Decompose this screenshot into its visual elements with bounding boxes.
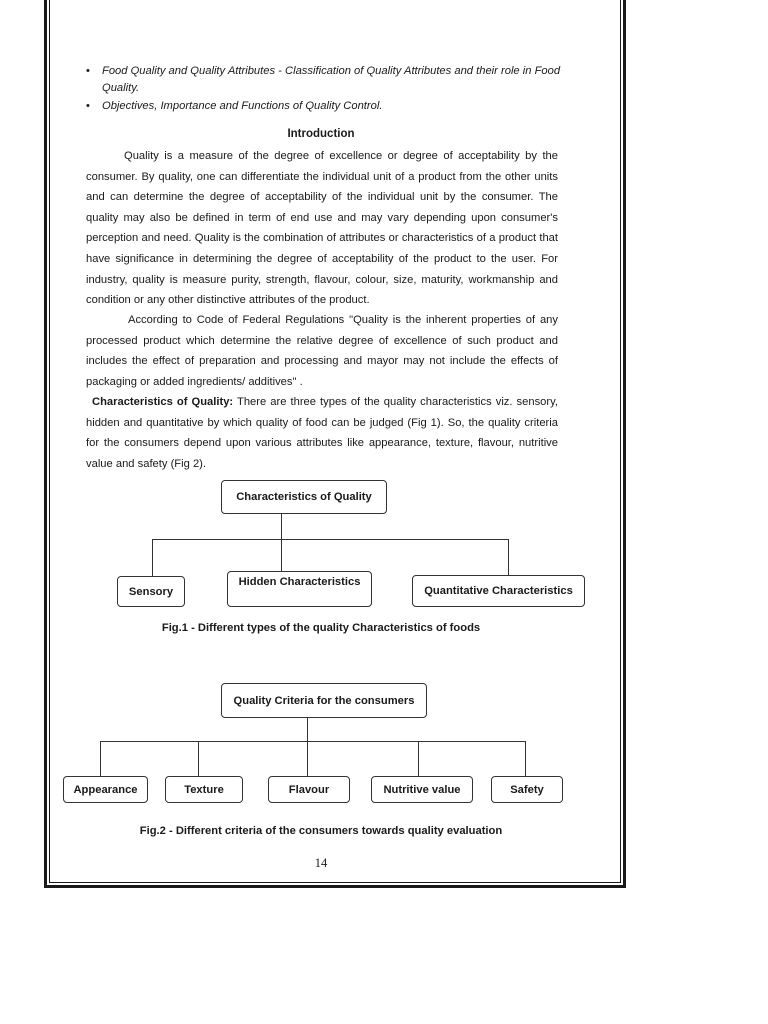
fig1-caption: Fig.1 - Different types of the quality Characteristics of foods [161, 622, 481, 634]
fig1-connector [281, 514, 282, 539]
characteristics-term: Characteristics of Quality: [92, 396, 234, 408]
fig1-node-quantitative: Quantitative Characteristics [412, 575, 585, 607]
fig1-connector [281, 539, 282, 571]
paragraph-characteristics [86, 392, 558, 474]
paragraph-quality-definition: Quality is a measure of the degree of excellence or degree of acceptability by the consumer. By quality, one can differentiate the individual unit of a product from the other units and can determine the degree of acceptability of the individual unit by the consumer. The quality may also be defined in term of end use and may vary depending upon consumer's perception and need. Quality is the combination of attributes or characteristics of a product that have significance in determining the degree of acceptability of the product to the user. For industry, quality is measure purity, strength, flavour, colour, size, maturity, workmanship and condition or any other distinctive attributes of the product. [86, 150, 558, 307]
fig2-node-flavour: Flavour [268, 776, 350, 803]
fig1-connector [152, 539, 153, 576]
fig1-connector [508, 539, 509, 575]
fig2-node-texture: Texture [165, 776, 243, 803]
fig2-connector [418, 741, 419, 776]
fig1-root-node: Characteristics of Quality [221, 480, 387, 514]
paragraph-federal-regulations: According to Code of Federal Regulations "Quality is the inherent properties of any processed product which determine the relative degree of excellence of such product and includes the effect of preparation and processing and mayor may not include the effects of packaging or added ingredients/ additives" . [86, 314, 558, 388]
page-number: 14 [314, 856, 328, 870]
fig2-connector [100, 741, 101, 776]
characteristics-text: There are three types of the quality characteristics viz. sensory, hidden and quantitative by which quality of food can be judged (Fig 1). So, the quality criteria for the consumers depend upon various attributes like appearance, texture, flavour, nutritive value and safety (Fig 2). [86, 396, 559, 470]
fig2-node-appearance: Appearance [63, 776, 148, 803]
fig2-node-nutritive-value: Nutritive value [371, 776, 473, 803]
objectives-list [86, 63, 564, 116]
fig2-caption: Fig.2 - Different criteria of the consumers towards quality evaluation [139, 825, 503, 837]
fig2-node-safety: Safety [491, 776, 563, 803]
fig1-node-hidden: Hidden Characteristics [227, 571, 372, 607]
fig1-node-sensory: Sensory [117, 576, 185, 607]
list-item: • Objectives, Importance and Functions of Quality Control. [86, 98, 564, 115]
fig2-connector [198, 741, 199, 776]
fig2-connector [307, 718, 308, 741]
fig2-connector [100, 741, 526, 742]
list-item: • Food Quality and Quality Attributes - Classification of Quality Attributes and their role in Food Quality. [86, 63, 564, 97]
fig2-connector [525, 741, 526, 776]
fig2-connector [307, 741, 308, 776]
fig1-connector [152, 539, 509, 540]
fig2-root-node: Quality Criteria for the consumers [221, 683, 427, 718]
section-heading: Introduction [287, 128, 355, 140]
